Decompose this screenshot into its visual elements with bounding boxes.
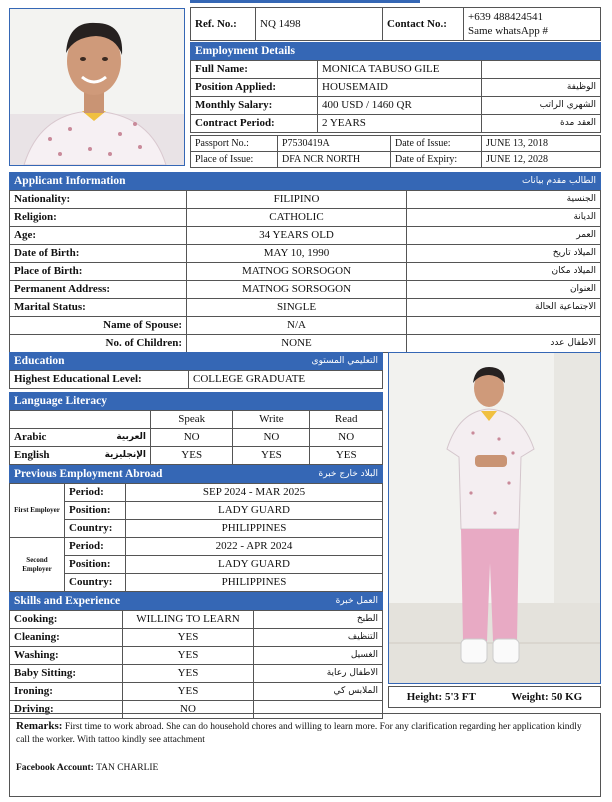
applicant-row xyxy=(10,263,601,281)
contact-value: +639 488424541 xyxy=(468,11,543,23)
skill-value: YES xyxy=(123,665,254,683)
skill-row xyxy=(10,683,383,701)
full-body-photo xyxy=(388,352,601,684)
employer-row xyxy=(10,520,383,538)
applicant-section xyxy=(9,172,601,353)
skill-label: Driving: xyxy=(10,701,123,719)
remarks-label: Remarks: xyxy=(16,720,63,732)
expiry-value: JUNE 12, 2028 xyxy=(482,152,601,168)
row-label: Marital Status: xyxy=(10,299,187,317)
skill-arabic: التنظيف xyxy=(254,629,383,647)
applicant-title-arabic: الطالب مقدم بيانات xyxy=(521,176,596,186)
weight-value: Weight: 50 KG xyxy=(511,691,583,703)
skill-label: Cooking: xyxy=(10,611,123,629)
ref-value: NQ 1498 xyxy=(256,8,383,41)
language-title: Language Literacy xyxy=(14,395,107,407)
measurements-block xyxy=(388,686,601,708)
place-issue-value: DFA NCR NORTH xyxy=(278,152,391,168)
skill-value: NO xyxy=(123,701,254,719)
applicant-row xyxy=(10,191,601,209)
language-label-cell xyxy=(10,429,151,447)
row-arabic: الميلاد مكان xyxy=(407,263,601,281)
row-value: CATHOLIC xyxy=(187,209,407,227)
applicant-table xyxy=(9,190,601,353)
row-value: FILIPINO xyxy=(187,191,407,209)
education-label: Highest Educational Level: xyxy=(10,371,189,389)
full-body-image xyxy=(389,353,600,683)
row-arabic: الجنسية xyxy=(407,191,601,209)
language-arabic: العربية xyxy=(116,432,146,442)
previous-title: Previous Employment Abroad xyxy=(14,468,163,480)
language-title-bar xyxy=(9,392,383,410)
row-arabic: الوظيفة xyxy=(482,79,601,97)
row-value: MATNOG SORSOGON xyxy=(187,281,407,299)
speak-value: NO xyxy=(151,429,233,447)
skill-value: YES xyxy=(123,629,254,647)
education-section xyxy=(9,352,383,389)
education-table xyxy=(9,370,383,389)
position-label: Position: xyxy=(65,502,126,520)
employment-row xyxy=(191,97,601,115)
header-block xyxy=(190,7,601,41)
employment-title-bar xyxy=(190,42,601,60)
period-value: 2022 - APR 2024 xyxy=(126,538,383,556)
language-arabic: الإنجليزية xyxy=(104,450,146,460)
employment-section xyxy=(190,42,601,168)
employer-group: First Employer xyxy=(10,484,65,538)
employment-row xyxy=(191,115,601,133)
applicant-row xyxy=(10,281,601,299)
spouse-arabic xyxy=(407,317,601,335)
language-table xyxy=(9,410,383,465)
facebook-value: TAN CHARLIE xyxy=(96,763,159,773)
remarks-line xyxy=(16,720,594,747)
row-label: Place of Birth: xyxy=(10,263,187,281)
headshot-image xyxy=(10,9,184,165)
headshot-photo xyxy=(9,8,185,166)
write-value: NO xyxy=(233,429,310,447)
row-value: HOUSEMAID xyxy=(318,79,482,97)
header-read: Read xyxy=(310,411,383,429)
header-write: Write xyxy=(233,411,310,429)
children-row xyxy=(10,335,601,353)
period-label: Period: xyxy=(65,484,126,502)
write-value: YES xyxy=(233,447,310,465)
employer-row xyxy=(10,574,383,592)
employment-table xyxy=(190,60,601,133)
height-value: Height: 5'3 FT xyxy=(406,691,476,703)
skill-label: Washing: xyxy=(10,647,123,665)
skill-row xyxy=(10,647,383,665)
education-value: COLLEGE GRADUATE xyxy=(189,371,383,389)
row-label: Contract Period: xyxy=(191,115,318,133)
passport-table xyxy=(190,135,601,168)
skill-value: YES xyxy=(123,683,254,701)
skill-arabic: الملابس كي xyxy=(254,683,383,701)
skills-title: Skills and Experience xyxy=(14,595,121,607)
facebook-line xyxy=(16,762,158,775)
country-label: Country: xyxy=(65,574,126,592)
contact-note: Same whatsApp # xyxy=(468,25,549,37)
row-value: MONICA TABUSO GILE xyxy=(318,61,482,79)
education-title-arabic: التعليمي المستوى xyxy=(311,356,378,366)
row-value: 34 YEARS OLD xyxy=(187,227,407,245)
issue-date-value: JUNE 13, 2018 xyxy=(482,136,601,152)
spouse-row xyxy=(10,317,601,335)
employer-group: Second Employer xyxy=(10,538,65,592)
spouse-value: N/A xyxy=(187,317,407,335)
employer-row xyxy=(10,484,383,502)
passport-value: P7530419A xyxy=(278,136,391,152)
read-value: YES xyxy=(310,447,383,465)
country-label: Country: xyxy=(65,520,126,538)
row-value: MAY 10, 1990 xyxy=(187,245,407,263)
employer-row xyxy=(10,556,383,574)
country-value: PHILIPPINES xyxy=(126,520,383,538)
language-corner xyxy=(10,411,151,429)
contact-cell xyxy=(464,8,601,41)
children-value: NONE xyxy=(187,335,407,353)
employment-row xyxy=(191,61,601,79)
applicant-title: Applicant Information xyxy=(14,175,126,187)
row-label: Permanent Address: xyxy=(10,281,187,299)
row-arabic: العنوان xyxy=(407,281,601,299)
skills-table xyxy=(9,610,383,719)
ref-label: Ref. No.: xyxy=(191,8,256,41)
top-rule xyxy=(190,0,420,3)
language-row xyxy=(10,447,383,465)
row-arabic: الديانة xyxy=(407,209,601,227)
speak-value: YES xyxy=(151,447,233,465)
country-value: PHILIPPINES xyxy=(126,574,383,592)
applicant-title-bar xyxy=(9,172,601,190)
education-title-bar xyxy=(9,352,383,370)
row-arabic xyxy=(482,61,601,79)
language-row xyxy=(10,429,383,447)
row-label: Position Applied: xyxy=(191,79,318,97)
period-value: SEP 2024 - MAR 2025 xyxy=(126,484,383,502)
issue-date-label: Date of Issue: xyxy=(391,136,482,152)
row-label: Full Name: xyxy=(191,61,318,79)
language-section xyxy=(9,392,383,465)
skill-value: WILLING TO LEARN xyxy=(123,611,254,629)
children-arabic: الاطفال عدد xyxy=(407,335,601,353)
remarks-block xyxy=(9,713,601,797)
position-value: LADY GUARD xyxy=(126,502,383,520)
expiry-label: Date of Expiry: xyxy=(391,152,482,168)
skill-arabic: الاطفال رعاية xyxy=(254,665,383,683)
education-title: Education xyxy=(14,355,65,367)
skill-row xyxy=(10,611,383,629)
row-arabic: العمر xyxy=(407,227,601,245)
skill-label: Cleaning: xyxy=(10,629,123,647)
skills-title-arabic: العمل خبرة xyxy=(335,596,378,606)
row-label: Nationality: xyxy=(10,191,187,209)
read-value: NO xyxy=(310,429,383,447)
employment-title: Employment Details xyxy=(195,45,295,57)
applicant-row xyxy=(10,227,601,245)
applicant-row xyxy=(10,299,601,317)
previous-title-bar xyxy=(9,465,383,483)
employment-row xyxy=(191,79,601,97)
row-label: Date of Birth: xyxy=(10,245,187,263)
skill-label: Ironing: xyxy=(10,683,123,701)
position-label: Position: xyxy=(65,556,126,574)
row-arabic: الميلاد تاريخ xyxy=(407,245,601,263)
row-value: 2 YEARS xyxy=(318,115,482,133)
skill-arabic: الطبخ xyxy=(254,611,383,629)
period-label: Period: xyxy=(65,538,126,556)
skill-arabic: الغسيل xyxy=(254,647,383,665)
row-value: SINGLE xyxy=(187,299,407,317)
remarks-text: First time to work abroad. She can do household chores and willing to learn more. For any clarification regarding her application kindly call the worker. With tattoo kindly see attachment xyxy=(16,722,582,745)
language-label: Arabic xyxy=(14,431,47,443)
row-value: MATNOG SORSOGON xyxy=(187,263,407,281)
skill-row xyxy=(10,665,383,683)
applicant-row xyxy=(10,209,601,227)
skill-label: Baby Sitting: xyxy=(10,665,123,683)
contact-label: Contact No.: xyxy=(383,8,464,41)
applicant-row xyxy=(10,245,601,263)
row-arabic: العقد مدة xyxy=(482,115,601,133)
skill-value: YES xyxy=(123,647,254,665)
position-value: LADY GUARD xyxy=(126,556,383,574)
row-arabic: الاجتماعية الحالة xyxy=(407,299,601,317)
previous-section xyxy=(9,465,383,592)
row-label: Religion: xyxy=(10,209,187,227)
header-speak: Speak xyxy=(151,411,233,429)
place-issue-label: Place of Issue: xyxy=(191,152,278,168)
row-label: Age: xyxy=(10,227,187,245)
employer-row xyxy=(10,538,383,556)
row-arabic: الشهري الراتب xyxy=(482,97,601,115)
language-label-cell xyxy=(10,447,151,465)
children-label: No. of Children: xyxy=(10,335,187,353)
skill-row xyxy=(10,629,383,647)
employer-row xyxy=(10,502,383,520)
previous-title-arabic: البلاد خارج خبرة xyxy=(318,469,378,479)
skills-section xyxy=(9,592,383,719)
skills-title-bar xyxy=(9,592,383,610)
row-label: Monthly Salary: xyxy=(191,97,318,115)
previous-table xyxy=(9,483,383,592)
language-label: English xyxy=(14,449,50,461)
spouse-label: Name of Spouse: xyxy=(10,317,187,335)
passport-label: Passport No.: xyxy=(191,136,278,152)
row-value: 400 USD / 1460 QR xyxy=(318,97,482,115)
facebook-label: Facebook Account: xyxy=(16,763,94,773)
